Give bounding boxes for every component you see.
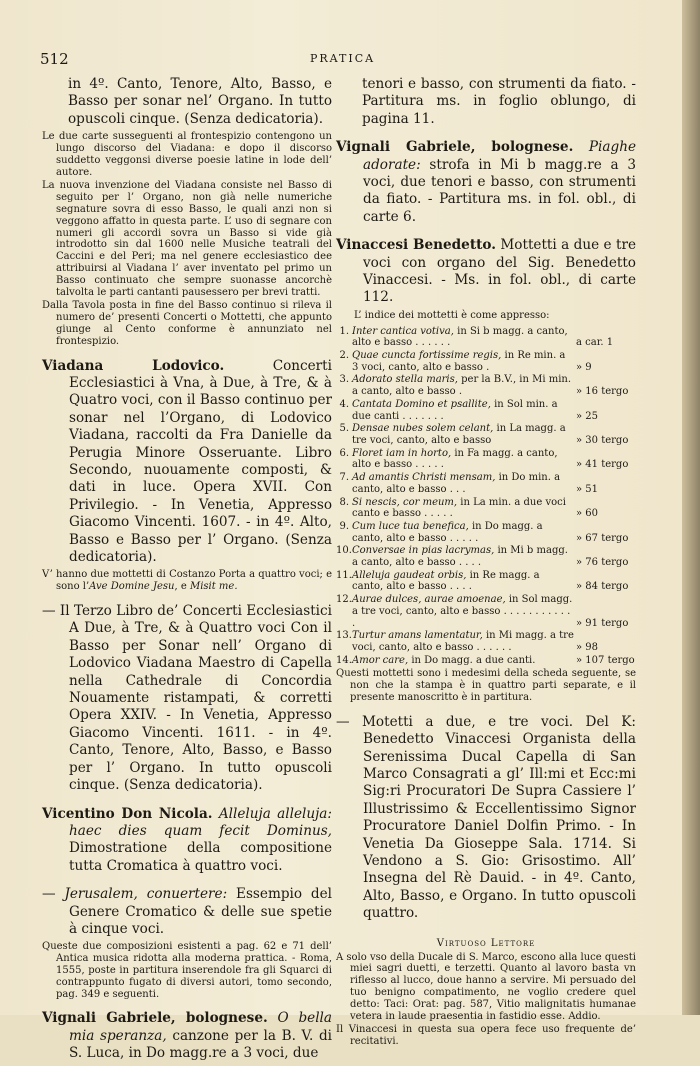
motet-number: 11. [336,569,352,581]
motet-folio-ref: a car. 1 [576,337,614,349]
catalog-entry [42,358,332,567]
dedication-heading: Virtuoso Lettore [436,937,536,949]
motet-text [352,399,636,422]
motet-details: in Mi b magg. a canto, alto e basso . . . . [352,545,568,569]
motet-item [336,374,636,397]
motet-title: Cantata Domino et psallite, [352,398,491,410]
motet-number: 7. [339,472,349,484]
catalog-entry [42,806,332,876]
note: Questi mottetti sono i medesimi della scheda seguente, se non che la stampa è in quattro parti separate, e il presente manoscritto è in partitura. [336,668,636,703]
motet-title: Inter cantica votiva, [352,325,454,337]
motet-details: in La magg. a tre voci, canto, alto e basso [352,423,566,446]
motet-folio-ref: » 107 tergo [576,654,635,666]
entry-title: O bella mia speranza, [69,1010,332,1044]
entry-text: Dimostratione della compositione tutta Cromatica à quattro voci. [69,840,332,874]
motet-folio-ref: » 67 tergo [576,532,629,544]
note-title: Ave Domine Jesu [89,581,175,593]
motet-text [352,374,636,397]
motet-item [336,472,636,495]
motet-folio-ref: » 30 tergo [576,435,629,446]
entry-text: Concerti Ecclesiastici à Vna, à Due, à Tre, & à Quatro voci, con il Basso continuo per sonar nel l’Organo, di Lodovico Viadana, raccolti da Fra Danielle da Perugia Minore Osseruante. Libro Secondo, nuouamente composti, & dati in luce. Opera XVII. Con Privilegio. - In Venetia, Appresso Giacomo Vincenti. 1607. - in 4º. Alto, Basso e Basso per l’ Organo. (Senza dedicatoria). [69,357,333,566]
motet-number: 12. [336,594,352,606]
note-title: Misit me. [189,581,238,593]
motet-item [336,570,636,593]
entry-title: Jerusalem, conuertere: [64,886,228,903]
motet-number: 13. [336,630,352,642]
motet-details: in La min. a due voci canto e basso . . . . . [352,496,566,520]
motet-title: Alleluja gaudeat orbis, [352,569,467,581]
catalog-entry [336,139,636,226]
motet-title: Adorato stella maris, [352,374,458,386]
motet-title: Cum luce tua benefica, [352,520,469,532]
note: Queste due composizioni esistenti a pag. 62 e 71 dell’ Antica musica ridotta alla moderna prattica. - Roma, 1555, poste in partitura inserendole fra gli Squarci di contrappunto fugato di diversi autori, tomo secondo, pag. 349 e seguenti. [42,941,332,1000]
motet-title: Floret iam in horto, [352,447,452,459]
motet-details: in Si b magg. a canto, alto e basso . . . . . . [352,325,568,349]
entry-title: Alleluja alleluja: haec dies quam fecit Dominus, [69,805,332,839]
motet-text [352,350,636,373]
motet-text [352,423,636,446]
motet-text [352,630,636,653]
catalog-entry [336,237,636,307]
motet-title: Aurae dulces, aurae amoenae, [352,594,506,606]
motet-number: 3. [339,374,349,386]
motet-details: in Sol magg. a tre voci, canto, alto e basso . . . . . . . . . . . . [352,594,573,629]
note-text: V’ hanno due mottetti di Costanzo Porta a quattro voci; e sono l’ [42,569,332,593]
motet-number: 4. [339,398,349,410]
left-column [42,76,332,1066]
motet-item [336,655,636,667]
motet-title: Densae nubes solem celant, [352,423,494,435]
catalog-entry: — Jerusalem, conuertere: Essempio del Genere Cromatico & delle sue spetie à cinque voci. [42,886,333,937]
motet-text [352,594,636,629]
motet-details: in Re min. a 3 voci, canto, alto e basso . [352,350,566,373]
note-text: , e [174,581,187,593]
motet-title: Turtur amans lamentatur, [352,630,483,642]
page-number: 512 [40,50,69,68]
catalog-entry [42,1010,332,1062]
motet-item [336,350,636,373]
motet-item [336,594,636,629]
note [42,569,332,593]
motet-folio-ref: » 60 [576,508,599,520]
motet-folio-ref: » 16 tergo [576,386,629,398]
motet-item [336,497,636,520]
motet-folio-ref: » 51 [576,483,599,495]
right-column [336,76,636,1050]
motet-folio-ref: » 98 [576,641,599,653]
entry-author: Viadana Lodovico. [42,357,225,374]
entry-author: Vinaccesi Benedetto. [336,237,496,254]
motet-text [352,472,636,495]
motet-number: 10. [336,545,352,557]
running-title: PRATICA [310,52,376,65]
motet-text [352,497,636,520]
motet-number: 9. [339,520,349,532]
motet-item [336,448,636,471]
motet-details: per la B.V., in Mi min. a canto, alto e basso . [352,374,572,398]
motet-folio-ref: » 9 [576,361,592,373]
motet-folio-ref: » 84 tergo [576,581,629,593]
motet-item [336,399,636,422]
motet-folio-ref: » 76 tergo [576,557,629,569]
motet-number: 5. [339,423,349,435]
motet-details: in Do magg. a due canti. [411,654,536,666]
motet-details: in Re magg. a canto, alto e basso . . . . [352,569,540,593]
entry-text: strofa in Mi b magg.re a 3 voci, due tenori e basso, con strumenti da fiato. - Partitura ms. in fol. obl., di carte 6. [363,156,636,225]
entry-text: canzone per la B. V. di S. Luca, in Do magg.re a 3 voci, due [69,1027,332,1062]
entry-text: Essempio del Genere Cromatico & delle sue spetie à cinque voci. [69,886,333,937]
motet-number: 14. [336,654,352,666]
motet-text [352,326,636,349]
motet-details: in Sol min. a due canti . . . . . . . [352,398,558,422]
entry-text: Mottetti a due e tre voci con organo del Sig. Benedetto Vinaccesi. - Ms. in fol. obl., di carte 112. [363,237,637,306]
motet-details: in Fa magg. a canto, alto e basso . . . . . [352,447,558,471]
motet-number: 8. [339,496,349,508]
motet-item [336,326,636,349]
motet-index-list [336,326,636,667]
motet-folio-ref: » 25 [576,410,599,422]
motet-title: Ad amantis Christi mensam, [352,472,496,484]
motet-text [352,545,636,568]
quoted-preface: A solo vso della Ducale di S. Marco, escono alla luce questi miei sagri duetti, e terzetti. Quanto al lavoro basta vn riflesso al lucco, doue hanno a servire. Mi persuado del tuo benigno compatimento, ne voglio credere quel detto: Taci: Orat: pag. 587, Vitio malignitatis humanae vetera in laude praesentia in fastidio esse. Addio. [336,951,636,1022]
entry-author: Vignali Gabriele, bolognese. [42,1010,268,1027]
index-intro: L’ indice dei mottetti è come appresso: [354,309,550,321]
motet-text [352,570,636,593]
entry-continuation: tenori e basso, con strumenti da fiato. - Partitura ms. in foglio oblungo, di pagina 11. [362,76,636,127]
motet-item [336,630,636,653]
motet-number: 1. [339,325,349,337]
motet-text [352,448,636,471]
motet-item [336,521,636,544]
entry-title: Piaghe adorate: [363,139,637,173]
motet-details: in Mi magg. a tre voci, canto, alto e basso . . . . . . [352,630,574,653]
note: La nuova invenzione del Viadana consiste nel Basso di seguito per l’ Organo, non già nelle numeriche segnature sovra di esso Basso, le quali anzi non si veggono affatto in questa parte. L’ uso di segnare con numeri gli accordi sovra un Basso si vide già introdotto sin dal 1600 nelle Musiche teatrali del Caccini e del Peri; ma nel genere ecclesiastico dee attribuirsi al Viadana l’ aver inventato pel primo un Basso continuato che sempre suonasse ancorchè talvolta le parti cantanti pausessero per brevi tratti. [42,180,332,298]
page-header [40,50,650,70]
motet-number: 2. [339,350,349,362]
catalog-entry: — Motetti a due, e tre voci. Del K: Benedetto Vinaccesi Organista della Serenissima Ducal Capella di San Marco Consagrati a gl’ Ill:mi et Ecc:mi Sig:ri Procuratori De Supra Cassiere l’ Illustrissimo & Eccellentissimo Signor Procuratore Daniel Dolfin Primo. - In Venetia Da Gioseppe Sala. 1714. Si Vendono a S. Gio: Grisostimo. All’ Insegna del Rè Dauid. - in 4º. Canto, Alto, Basso, e Organo. In tutto opuscoli quattro. [336,713,636,922]
note: Le due carte susseguenti al frontespizio contengono un lungo discorso del Viadana: e dopo il discorso suddetto veggonsi diverse poesie latine in lode dell’ autore. [42,131,332,178]
catalog-entry: — Il Terzo Libro de’ Concerti Ecclesiastici A Due, à Tre, & à Quattro voci Con il Basso per Sonar nell’ Organo di Lodovico Viadana Maestro di Capella nella Cathedrale di Concordia Nouamente ristampati, & corretti Opera XXIV. - In Venetia, Appresso Giacomo Vincenti. 1611. - in 4º. Canto, Tenore, Alto, Basso, e Basso per l’ Organo. In tutto opuscoli cinque. (Senza dedicatoria). [42,603,332,794]
note: Il Vinaccesi in questa sua opera fece uso frequente de’ recitativi. [336,1024,636,1048]
motet-text [352,521,636,544]
entry-author: Vignali Gabriele, bolognese. [336,139,574,156]
motet-title: Conversae in pias lacrymas, [352,545,495,557]
motet-folio-ref: » 41 tergo [576,459,629,471]
motet-number: 6. [339,447,349,459]
book-gutter [682,0,700,1015]
motet-details: in Do magg. a canto, alto e basso . . . . . [352,520,543,544]
motet-title: Si nescis, cor meum, [352,496,458,508]
motet-title: Quae cuncta fortissime regis, [352,350,502,362]
motet-title: Amor care, [352,654,409,666]
motet-item [336,423,636,446]
motet-folio-ref: » 91 tergo [576,617,629,629]
entry-continuation: in 4º. Canto, Tenore, Alto, Basso, e Basso per sonar nel’ Organo. In tutto opuscoli cinque. (Senza dedicatoria). [68,76,332,127]
motet-text [352,655,636,667]
motet-item [336,545,636,568]
entry-author: Vicentino Don Nicola. [42,805,213,822]
note: Dalla Tavola posta in fine del Basso continuo si rileva il numero de’ presenti Concerti o Mottetti, che appunto giunge al Cento conforme è annunziato nel frontespizio. [42,300,332,347]
motet-details: in Do min. a canto, alto e basso . . . [352,472,561,495]
